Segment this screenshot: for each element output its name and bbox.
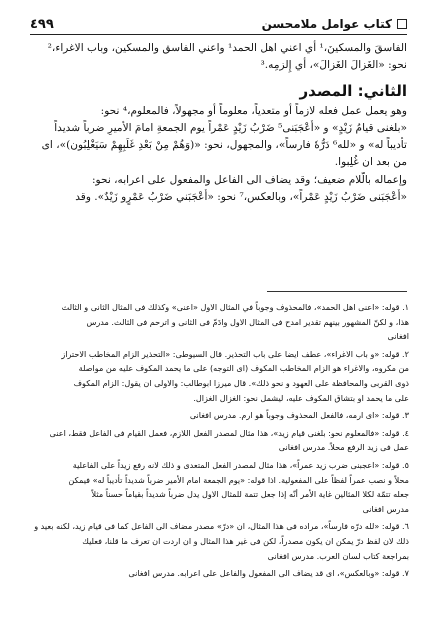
- text-line: وإعماله بالّلام ضعيف؛ وقد يضاف الى الفاعل والمفعول على اعرابه، نحو:: [91, 173, 407, 186]
- text-line: وهو يعمل عمل فعله لازماً أو متعدياً، معلوماً أو مجهولاً، فالمعلوم،⁴ نحو:: [100, 104, 407, 117]
- text-line: من بعد ان غُلِبوا.: [334, 156, 407, 169]
- footnote-line: ٤. قوله: «فالمعلوم نحو: بلغنى قيام زيد»، هذا مثال لمصدر الفعل اللازم، فعمل القيام فى الفاعل فقط، اعنى: [49, 427, 409, 438]
- text-line: نحو: «الغَزالَ الغَزالَ»، أي إِلزمِه.³: [260, 59, 407, 72]
- footnote-line: ٦. قوله: «لله درّه فارساً»، مراده فى هذا المثال، ان «درّ» مصدر مضاف الى الفاعل كما فى قيام زيد، لكنه بعيد و: [34, 521, 409, 532]
- footnote-line: افغانى: [387, 331, 409, 342]
- footnote-line: جعله تتمّة لكلا المثالين غاية الأمر أنّه إذا جعل تتمة للمثال الاول يدل ضرباً شديداً بقياماً حسناً مثلاً: [91, 489, 409, 500]
- text-line: الفاسقَ والمسكينَ،¹ أي اعني اهل الحمد¹ واعني الفاسق والمسكين، وباب الاغراء،²: [47, 42, 407, 54]
- footnote-separator: [267, 291, 407, 292]
- header-title: كتاب عوامل ملامحسن: [261, 17, 392, 31]
- footnote-line: محلاً و نصب عمراً لفظاً على المفعولية. اذا قوله: «يوم الجمعة امام الأمير ضرباً شديداً تأديباً له» فيمكن: [68, 474, 409, 485]
- running-header: [30, 14, 407, 35]
- footnote-line: ذلك لان لفظ درّ يمكن ان يكون مصدراً، لكن فى غير هذا المثال و ان اردت ان تعرف ما قلنا، فعليك: [82, 535, 409, 546]
- footnote-line: عمل فى زيد الرفع محلاً. مدرس افغانى: [278, 442, 409, 453]
- footnote-7: [26, 566, 409, 581]
- section-heading: الثاني: المصدر: [299, 81, 407, 100]
- main-text: [24, 40, 407, 206]
- footnote-line: على ما يحمد او بتشاق المكوف عليه، ليشمل نحو: الغزال الغزال.: [193, 392, 409, 403]
- footnote-line: ذوى القربى والمحافظة على العهود و نحو ذلك». قال ميرزا ابوطالب: والاولى ان يقول: الزام المكوف: [73, 377, 409, 388]
- footnote-3: [26, 408, 409, 423]
- footnote-1: [26, 300, 409, 344]
- footnote-line: ٥. قوله: «اعجبنى ضرب زيد عمراً»، هذا مثال لمصدر الفعل المتعدى و ذلك لانه رفع زيداً على الفاعلية: [72, 459, 409, 470]
- footnote-4: [26, 426, 409, 455]
- footnote-5: [26, 458, 409, 516]
- footnote-line: هذا، و لكنّ المشهور بينهم تقدير امدح فى المثال الاول وادَمّ فى الثانى و اترحم فى الثالث. مدرس: [86, 316, 409, 327]
- footnote-line: من مكروه، والاغراء هو الزام المخاطب المكوف (اى التوجه) على ما يحمد المكوف عليه من مواصلة: [78, 363, 409, 374]
- footnote-2: [26, 347, 409, 405]
- footnote-6: [26, 519, 409, 563]
- header-title-group: [262, 17, 407, 31]
- footnote-line: ٧. قوله: «وبالعكس»، اى قد يضاف الى المفعول والفاعل على اعرابه. مدرس افغانى: [128, 568, 409, 579]
- square-icon: [397, 19, 407, 29]
- footnotes: [26, 300, 409, 584]
- footnote-line: ١. قوله: «اعنى اهل الحمد»، فالمحذوف وجوباً في المثال الاول «اعنى» وكذلك فى المثال الثانى و الثالث: [61, 302, 409, 312]
- footnote-line: ٣. قوله: «اى ارمه، فالفعل المحذوف وجوباً هو ارم. مدرس افغانى: [189, 410, 409, 421]
- text-line: تأديباً له» و «لله⁶ دَرُّهٗ فارساً»، والمجهول، نحو: «(وَهُمْ مِنْ بَعْدِ غَلَبِهِمْ سَيَغْلِبُون)»، اى: [41, 139, 407, 152]
- page-number: ٤٩٩: [30, 16, 54, 32]
- footnote-line: ٢. قوله: «و باب الاغراء»، عطف ايضا على باب التحذير. قال السيوطى: «التحذير الزام المخاطب الاحتراز: [61, 348, 409, 359]
- footnote-line: بمراجعة كتاب لسان العرب. مدرس افغانى: [267, 550, 409, 561]
- footnote-line: مدرس افغانى: [362, 503, 409, 514]
- text-line: «بلغنى قيامُ زَيْدٍ» و «أَعْجَبَنى⁵ ضَرْبُ زَيْدٍ عَمْراً يوم الجمعةِ امامَ الأميرِ ضرباً شديداً: [54, 121, 407, 134]
- text-line: «أَعْجَبَنى ضَرْبُ زَيْدٍ عَمْراً»، وبالعكس،⁷ نحو: «أَعْجَبَني ضَرْبُ عَمْرٍو زَيْدٌ». وقد: [75, 191, 407, 204]
